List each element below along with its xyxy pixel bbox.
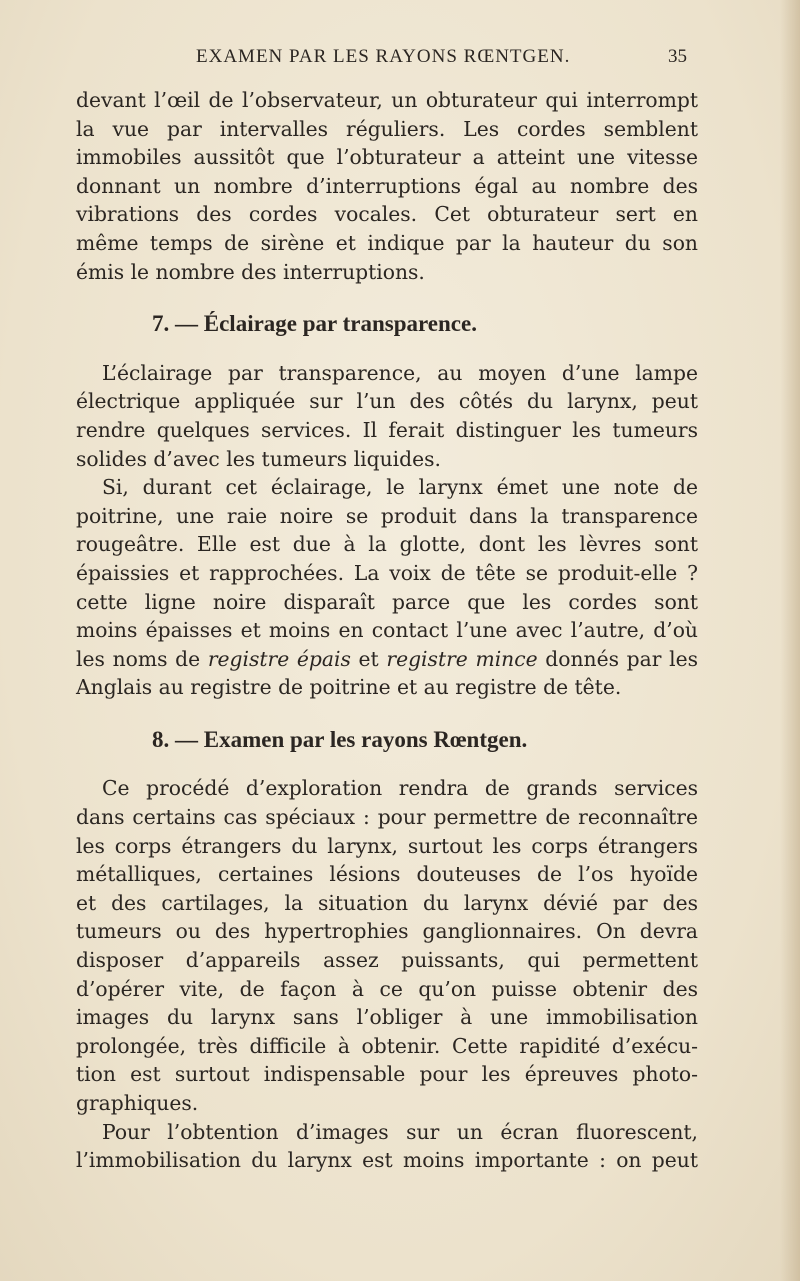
text-line: Ce procédé d’exploration rendra de grands services	[102, 776, 698, 801]
text-line: même temps de sirène et indique par la hauteur du son	[76, 230, 698, 255]
text-line: solides d’avec les tumeurs liquides.	[76, 446, 441, 471]
section8-paragraph1	[76, 774, 698, 1117]
text-line: poitrine, une raie noire se produit dans la transparence	[76, 503, 698, 528]
text-line: électrique appliquée sur l’un des côtés du larynx, peut	[76, 389, 698, 414]
section7-paragraph1	[76, 359, 698, 473]
section8-paragraph2	[76, 1118, 698, 1175]
italic-term-registre-epais: registre épais	[207, 646, 351, 671]
text-line: Pour l’obtention d’images sur un écran fluorescent,	[102, 1119, 698, 1144]
text-run: donnés par les	[537, 646, 699, 671]
italic-term-registre-mince: registre mince	[386, 646, 538, 671]
text-line: émis le nombre des interruptions.	[76, 259, 425, 284]
text-line: vibrations des cordes vocales. Cet obturateur sert en	[76, 202, 698, 227]
text-line: rougeâtre. Elle est due à la glotte, dont les lèvres sont	[76, 532, 698, 557]
text-line: L’éclairage par transparence, au moyen d’une lampe	[102, 360, 698, 385]
section-heading-8: 8. — Examen par les rayons Rœntgen.	[152, 726, 528, 752]
text-line: Si, durant cet éclairage, le larynx émet une note de	[102, 475, 698, 500]
text-run: et	[350, 646, 387, 671]
text-line: donnant un nombre d’interruptions égal au nombre des	[76, 173, 698, 198]
text-line: graphiques.	[76, 1091, 199, 1115]
running-title: EXAMEN PAR LES RAYONS RŒNTGEN.	[196, 46, 571, 67]
paragraph-continuation	[76, 86, 698, 286]
text-line: tion est surtout indispensable pour les épreuves photo-	[76, 1062, 698, 1087]
text-line: d’opérer vite, de façon à ce qu’on puisse obtenir des	[76, 976, 698, 1001]
text-line: la vue par intervalles réguliers. Les cordes semblent	[76, 116, 698, 141]
text-line: les corps étrangers du larynx, surtout les corps étrangers	[76, 833, 698, 858]
text-line: immobiles aussitôt que l’obturateur a atteint une vitesse	[76, 145, 698, 170]
text-line: tumeurs ou des hypertrophies ganglionnaires. On devra	[76, 919, 698, 944]
text-line: devant l’œil de l’observateur, un obturateur qui interrompt	[76, 88, 698, 112]
text-line: disposer d’appareils assez puissants, qui permettent	[76, 948, 698, 973]
text-line: prolongée, très difficile à obtenir. Cette rapidité d’exécu-	[76, 1033, 698, 1058]
text-line: l’immobilisation du larynx est moins importante : on peut	[76, 1148, 698, 1173]
page-header	[0, 46, 800, 76]
text-line: dans certains cas spéciaux : pour permettre de reconnaître	[76, 805, 698, 830]
text-line: cette ligne noire disparaît parce que les cordes sont	[76, 589, 698, 614]
text-run: les noms de	[76, 646, 208, 671]
section-heading-7: 7. — Éclairage par transparence.	[152, 311, 477, 337]
text-line: moins épaisses et moins en contact l’une avec l’autre, d’où	[76, 618, 698, 643]
text-line: et des cartilages, la situation du larynx dévié par des	[76, 890, 698, 915]
text-line: Anglais au registre de poitrine et au registre de tête.	[76, 675, 622, 700]
body-text	[76, 86, 698, 1175]
text-line: épaissies et rapprochées. La voix de tête se produit-elle ?	[76, 560, 698, 585]
text-line: images du larynx sans l’obliger à une immobilisation	[76, 1005, 698, 1030]
section7-paragraph2	[76, 473, 698, 702]
page-number: 35	[668, 46, 687, 67]
text-line: métalliques, certaines lésions douteuses de l’os hyoïde	[76, 862, 698, 887]
page-edge-shadow	[780, 0, 800, 1281]
text-line-with-italics	[76, 645, 698, 674]
text-line: rendre quelques services. Il ferait distinguer les tumeurs	[76, 417, 698, 442]
